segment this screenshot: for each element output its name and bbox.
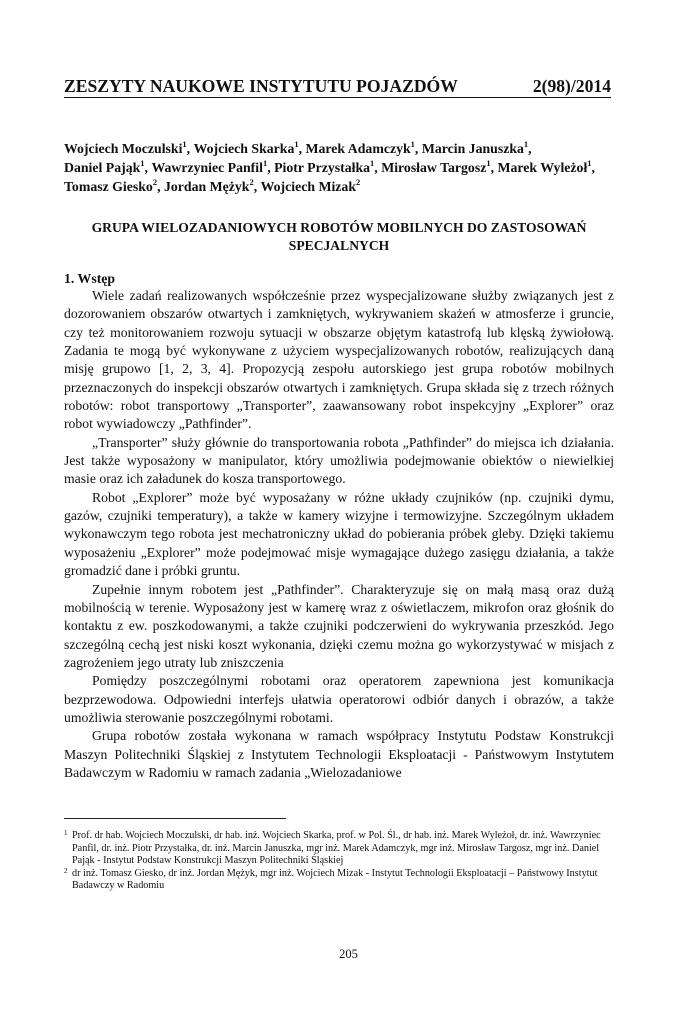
footnote-text: dr inż. Tomasz Giesko, dr inż. Jordan Mężyk, mgr inż. Wojciech Mizak - Instytut Technologii Eksploatacji – Państwowy Instytut Badawczy w Radomiu bbox=[72, 867, 598, 892]
body-text bbox=[64, 287, 614, 782]
footnote bbox=[64, 868, 616, 893]
footnote-text: Prof. dr hab. Wojciech Moczulski, dr hab. inż. Wojciech Skarka, prof. w Pol. Śl., dr hab. inż. Marek Wyleżoł, dr. inż. Wawrzyniec Panfil, dr. inż. Piotr Przystałka, dr. inż. Marcin Januszka, mgr inż. Marek Adamczyk, mgr inż. Mirosław Targosz, mgr inż. Daniel Pająk - Instytut Podstaw Konstrukcji Maszyn Politechniki Śląskiej bbox=[72, 830, 601, 867]
author: Marcin Januszka$^1$, bbox=[421, 139, 532, 156]
author-list bbox=[64, 139, 614, 196]
paragraph: Grupa robotów została wykonana w ramach współpracy Instytutu Podstaw Konstrukcji Maszyn Politechniki Śląskiej z Instytutem Technologii Eksploatacji - Państwowym Instytutem Badawczym w Radomiu w ramach zadania „Wielozadaniowe bbox=[64, 728, 614, 780]
footnote-divider bbox=[64, 818, 286, 819]
author: Mirosław Targosz$^1$, bbox=[381, 158, 498, 175]
author: Daniel Pająk$^1$, bbox=[64, 158, 152, 175]
page-number: 205 bbox=[339, 947, 358, 961]
paragraph: Pomiędzy poszczególnymi robotami oraz operatorem zapewniona jest komunikacja bezprzewodowa. Odpowiedni interfejs ułatwia operatorowi odbiór danych i obrazów, a także umożliwia sterowanie poszczególnymi robotami. bbox=[64, 673, 614, 725]
paragraph: Zupełnie innym robotem jest „Pathfinder”. Charakteryzuje się on małą masą oraz dużą mobilnością w terenie. Wyposażony jest w kamerę wraz z oświetlaczem, mikrofon oraz głośnik do kontaktu z ew. poszkodowanymi, a także czujniki podczerwieni do wykrywania przeszkód. Jego szczególną cechą jest niski koszt wykonania, dzięki czemu można go wykorzystywać w misjach z zagrożeniem jego utraty lub zniszczenia bbox=[64, 581, 614, 670]
footnote-mark: 2 bbox=[64, 866, 68, 875]
author: Tomasz Giesko$^2$, bbox=[64, 177, 164, 194]
author: Wawrzyniec Panfil$^1$, bbox=[151, 158, 275, 175]
footnotes bbox=[64, 830, 616, 893]
author: Wojciech Skarka$^1$, bbox=[193, 139, 306, 156]
author: Wojciech Moczulski$^1$, bbox=[64, 139, 194, 156]
author: Marek Wyleżoł$^1$, bbox=[497, 158, 595, 175]
author: Wojciech Mizak$^2$ bbox=[260, 177, 361, 194]
footnote bbox=[64, 830, 616, 868]
author: Marek Adamczyk$^1$, bbox=[305, 139, 422, 156]
journal-title: ZESZYTY NAUKOWE INSTYTUTU POJAZDÓW bbox=[64, 76, 458, 96]
paragraph: Robot „Explorer” może być wyposażany w różne układy czujników (np. czujniki dymu, gazów, czujniki temperatury), a także w kamery wizyjne i termowizyjne. Szczególnym układem wykonawczym tego robota jest mechatroniczny układ do pobierania próbek gleby. Dzięki takiemu wyposażeniu „Explorer” może podejmować misje wymagające dużego zasięgu działania, a także gromadzić dane i próbki gruntu. bbox=[64, 489, 614, 579]
author: Piotr Przystałka$^1$, bbox=[274, 158, 382, 175]
paragraph: Wiele zadań realizowanych współcześnie przez wyspecjalizowane służby związanych jest z dozorowaniem obszarów otwartych i zamkniętych, wykrywaniem skażeń w atmosferze i gruncie, czy też monitorowaniem rozwoju sytuacji w obszarze objętym katastrofą lub klęską żywiołową. Zadania te mogą być wykonywane z użyciem wyspecjalizowanych robotów, realizujących daną misję grupowo [1, 2, 3, 4]. Propozycją zespołu autorskiego jest grupa robotów mobilnych przeznaczonych do inspekcji obszarów otwartych i zamkniętych. Grupa składa się z trzech różnych robotów: robot transportowy „Transporter”, zaawansowany robot inspekcyjny „Explorer” oraz robot wywiadowczy „Pathfinder”. bbox=[64, 288, 614, 432]
section-heading: 1. Wstęp bbox=[64, 271, 116, 286]
journal-issue: 2(98)/2014 bbox=[532, 76, 611, 96]
author: Jordan Mężyk$^2$, bbox=[163, 177, 261, 194]
journal-header bbox=[64, 76, 611, 98]
paragraph: „Transporter” służy głównie do transportowania robota „Pathfinder” do miejsca ich działania. Jest także wyposażony w manipulator, który umożliwia podejmowanie obiektów o niewielkiej masie oraz ich załadunek do kosza transportowego. bbox=[64, 434, 614, 487]
paper-title: GRUPA WIELOZADANIOWYCH ROBOTÓW MOBILNYCH DO ZASTOSOWAŃ SPECJALNYCH bbox=[91, 220, 587, 253]
footnote-mark: 1 bbox=[64, 829, 68, 837]
